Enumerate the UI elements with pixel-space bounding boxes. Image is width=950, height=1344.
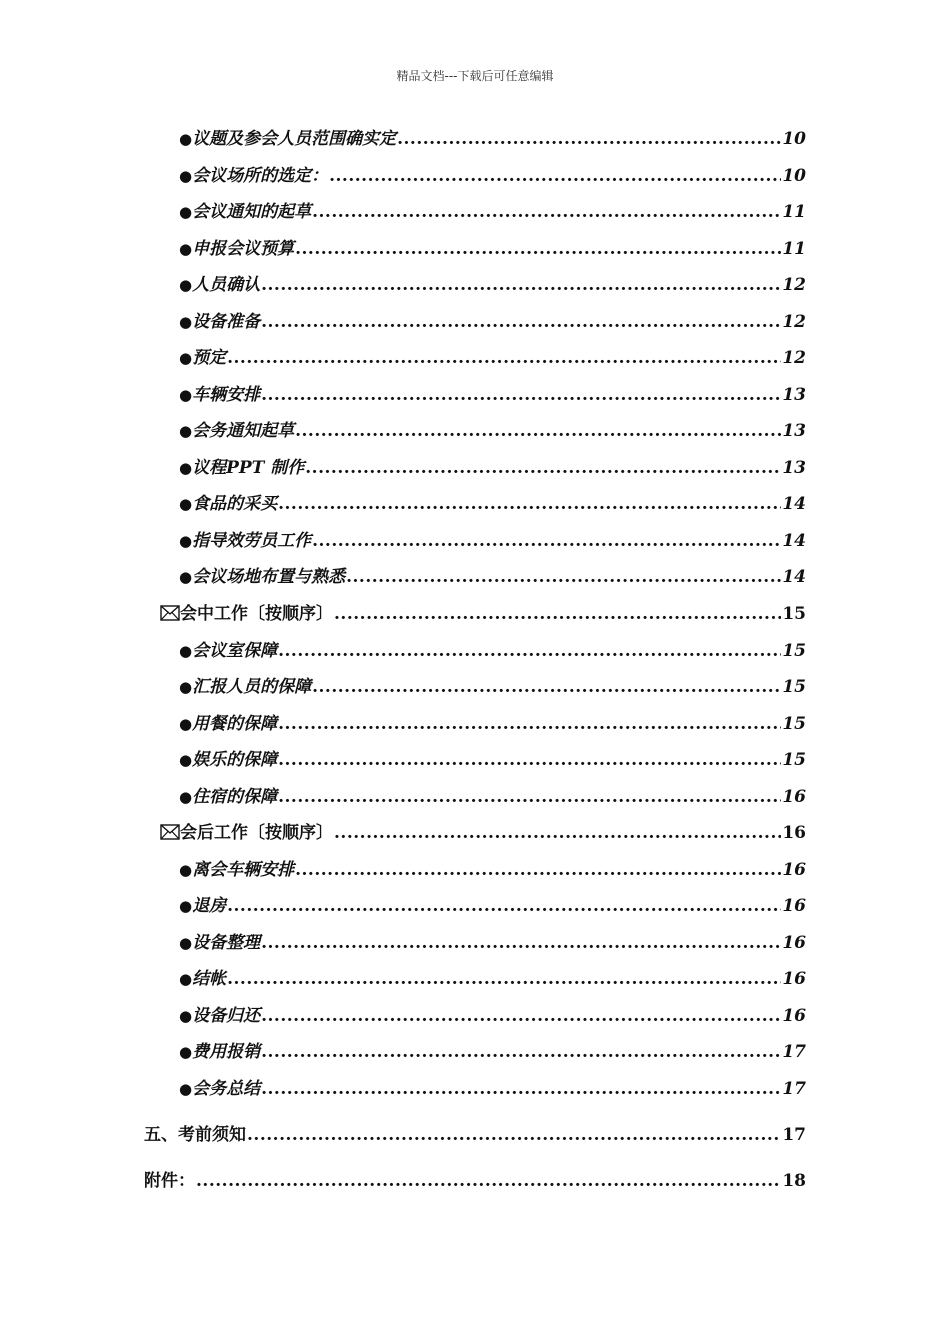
toc-page-number: 16 (782, 787, 806, 807)
toc-entry[interactable] (179, 380, 806, 408)
toc-entry[interactable] (179, 307, 806, 335)
toc-entry[interactable] (179, 343, 806, 371)
bullet-icon: ● (179, 240, 193, 258)
dot-leader (261, 1006, 781, 1026)
toc-title: 会务通知起草 (192, 421, 295, 441)
toc-title: 会务总结 (192, 1079, 261, 1099)
toc-title: 设备整理 (192, 933, 261, 953)
bullet-icon: ● (179, 130, 193, 148)
toc-entry[interactable] (179, 124, 806, 152)
dot-leader (305, 458, 781, 478)
toc-page-number: 17 (782, 1125, 806, 1145)
toc-entry[interactable] (179, 526, 806, 554)
toc-page-number: 12 (782, 312, 806, 332)
dot-leader (334, 823, 781, 843)
toc-page-number: 17 (782, 1079, 806, 1099)
dot-leader (346, 567, 781, 587)
toc-entry[interactable] (179, 1074, 806, 1102)
dot-leader (278, 494, 781, 514)
dot-leader (261, 1042, 781, 1062)
page-header: 精品文档---下载后可任意编辑 (396, 69, 554, 83)
toc-title: 住宿的保障 (192, 787, 278, 807)
toc-chapter-entry[interactable] (144, 1120, 806, 1148)
toc-section-entry[interactable] (160, 599, 806, 627)
toc-title: 设备归还 (192, 1006, 261, 1026)
toc-page-number: 15 (782, 750, 806, 770)
dot-leader (397, 129, 781, 149)
bullet-icon: ● (179, 459, 193, 477)
toc-page-number: 15 (782, 677, 806, 697)
bullet-icon: ● (179, 715, 193, 733)
bullet-icon: ● (179, 349, 193, 367)
bullet-icon: ● (179, 970, 193, 988)
toc-title: 用餐的保障 (192, 714, 278, 734)
toc-entry[interactable] (179, 928, 806, 956)
toc-entry[interactable] (179, 416, 806, 444)
dot-leader (295, 860, 781, 880)
dot-leader (312, 202, 781, 222)
toc-page-number: 16 (782, 860, 806, 880)
toc-entry[interactable] (179, 745, 806, 773)
toc-entry[interactable] (179, 672, 806, 700)
dot-leader (278, 641, 781, 661)
toc-title: 会议场地布置与熟悉 (192, 567, 346, 587)
toc-page-number: 13 (782, 421, 806, 441)
toc-title: 人员确认 (192, 275, 261, 295)
toc-title: 会议场所的选定： (192, 166, 329, 186)
toc-entry[interactable] (179, 270, 806, 298)
toc-title: 议题及参会人员范围确实定 (192, 129, 397, 149)
bullet-icon: ● (179, 167, 193, 185)
envelope-icon (160, 605, 180, 621)
toc-page-number: 12 (782, 348, 806, 368)
toc-section-entry[interactable] (160, 818, 806, 846)
toc-entry[interactable] (179, 453, 806, 481)
toc-entry[interactable] (179, 1001, 806, 1029)
toc-page-number: 15 (782, 641, 806, 661)
dot-leader (196, 1171, 781, 1191)
toc-title: 设备准备 (192, 312, 261, 332)
toc-title: 预定 (192, 348, 227, 368)
bullet-icon: ● (179, 1007, 193, 1025)
dot-leader (261, 312, 781, 332)
bullet-icon: ● (179, 1080, 193, 1098)
toc-title: 附件： (144, 1171, 195, 1191)
toc-title: 会议通知的起草 (192, 202, 312, 222)
toc-title: 五、考前须知 (144, 1125, 246, 1145)
toc-title: 退房 (192, 896, 227, 916)
dot-leader (278, 714, 781, 734)
toc-title: 车辆安排 (192, 385, 261, 405)
toc-title: 申报会议预算 (192, 239, 295, 259)
toc-page-number: 15 (782, 604, 806, 624)
dot-leader (334, 604, 781, 624)
toc-title: 指导效劳员工作 (192, 531, 312, 551)
toc-page-number: 15 (782, 714, 806, 734)
toc-entry[interactable] (179, 234, 806, 262)
toc-page-number: 10 (782, 166, 806, 186)
bullet-icon: ● (179, 861, 193, 879)
toc-entry[interactable] (179, 489, 806, 517)
bullet-icon: ● (179, 276, 193, 294)
toc-page-number: 14 (782, 567, 806, 587)
dot-leader (227, 969, 781, 989)
toc-entry[interactable] (179, 636, 806, 664)
toc-title: 结帐 (192, 969, 227, 989)
dot-leader (247, 1125, 781, 1145)
dot-leader (312, 677, 781, 697)
toc-entry[interactable] (179, 964, 806, 992)
bullet-icon: ● (179, 495, 193, 513)
bullet-icon: ● (179, 532, 193, 550)
toc-entry[interactable] (179, 197, 806, 225)
toc-title: 议程PPT 制作 (192, 458, 305, 478)
dot-leader (278, 787, 781, 807)
toc-page-number: 17 (782, 1042, 806, 1062)
bullet-icon: ● (179, 422, 193, 440)
toc-page-number: 10 (782, 129, 806, 149)
toc-page-number: 13 (782, 458, 806, 478)
toc-page-number: 18 (782, 1171, 806, 1191)
toc-title: 汇报人员的保障 (192, 677, 312, 697)
toc-entry[interactable] (179, 562, 806, 590)
toc-page-number: 16 (782, 896, 806, 916)
dot-leader (227, 896, 781, 916)
envelope-icon (160, 824, 180, 840)
bullet-icon: ● (179, 642, 193, 660)
toc-chapter-entry[interactable] (144, 1166, 806, 1194)
bullet-icon: ● (179, 386, 193, 404)
toc-entry[interactable] (179, 782, 806, 810)
toc-page-number: 14 (782, 531, 806, 551)
toc-page-number: 16 (782, 969, 806, 989)
dot-leader (261, 275, 781, 295)
toc-page-number: 14 (782, 494, 806, 514)
toc-title: 会中工作〔按顺序〕 (180, 604, 333, 624)
toc-entry[interactable] (179, 1037, 806, 1065)
dot-leader (329, 166, 781, 186)
dot-leader (295, 421, 781, 441)
bullet-icon: ● (179, 203, 193, 221)
toc-page-number: 16 (782, 823, 806, 843)
dot-leader (295, 239, 781, 259)
bullet-icon: ● (179, 678, 193, 696)
bullet-icon: ● (179, 313, 193, 331)
toc-page-number: 13 (782, 385, 806, 405)
dot-leader (261, 1079, 781, 1099)
toc-entry[interactable] (179, 855, 806, 883)
toc-entry[interactable] (179, 161, 806, 189)
bullet-icon: ● (179, 897, 193, 915)
toc-title: 费用报销 (192, 1042, 261, 1062)
toc-title: 食品的采买 (192, 494, 278, 514)
toc-page-number: 16 (782, 933, 806, 953)
dot-leader (261, 933, 781, 953)
bullet-icon: ● (179, 1043, 193, 1061)
toc-title: 离会车辆安排 (192, 860, 295, 880)
toc-page-number: 16 (782, 1006, 806, 1026)
toc-page-number: 11 (782, 239, 806, 259)
bullet-icon: ● (179, 788, 193, 806)
toc-page-number: 12 (782, 275, 806, 295)
toc-title: 会后工作〔按顺序〕 (180, 823, 333, 843)
toc-entry[interactable] (179, 891, 806, 919)
bullet-icon: ● (179, 751, 193, 769)
toc-page-number: 11 (782, 202, 806, 222)
dot-leader (261, 385, 781, 405)
dot-leader (312, 531, 781, 551)
dot-leader (227, 348, 781, 368)
toc-entry[interactable] (179, 709, 806, 737)
bullet-icon: ● (179, 934, 193, 952)
dot-leader (278, 750, 781, 770)
toc-title: 会议室保障 (192, 641, 278, 661)
bullet-icon: ● (179, 568, 193, 586)
toc-title: 娱乐的保障 (192, 750, 278, 770)
